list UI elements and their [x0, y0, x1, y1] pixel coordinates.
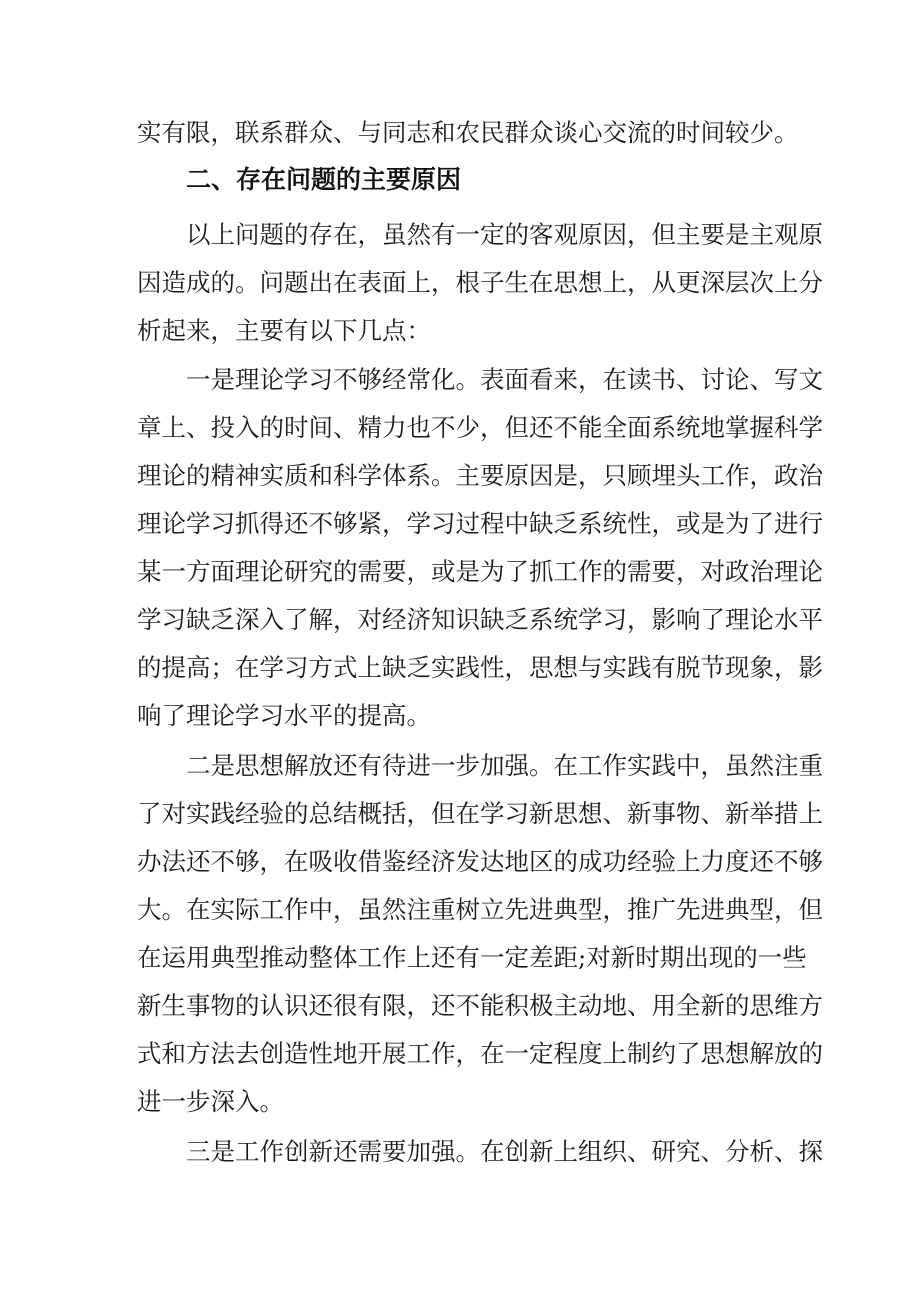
- paragraph-line: 响了理论学习水平的提高。: [137, 701, 431, 730]
- paragraph-line: 析起来，主要有以下几点：: [137, 316, 431, 345]
- paragraph-line: 理论的精神实质和科学体系。主要原因是，只顾埋头工作，政治: [137, 461, 823, 490]
- paragraph-line: 一是理论学习不够经常化。表面看来，在读书、讨论、写文: [186, 365, 823, 394]
- paragraph-line: 章上、投入的时间、精力也不少，但还不能全面系统地掌握科学: [137, 413, 823, 442]
- paragraph-line: 在运用典型推动整体工作上还有一定差距;对新时期出现的一些: [137, 943, 807, 972]
- paragraph-line: 理论学习抓得还不够紧，学习过程中缺乏系统性，或是为了进行: [137, 509, 823, 538]
- paragraph-line: 学习缺乏深入了解，对经济知识缺乏系统学习，影响了理论水平: [137, 605, 823, 634]
- paragraph-line: 式和方法去创造性地开展工作，在一定程度上制约了思想解放的: [137, 1039, 823, 1068]
- paragraph-line: 大。在实际工作中，虽然注重树立先进典型，推广先进典型，但: [137, 895, 823, 924]
- paragraph-line: 三是工作创新还需要加强。在创新上组织、研究、分析、探: [186, 1137, 823, 1166]
- paragraph-line: 某一方面理论研究的需要，或是为了抓工作的需要，对政治理论: [137, 557, 823, 586]
- paragraph-line: 办法还不够，在吸收借鉴经济发达地区的成功经验上力度还不够: [137, 847, 823, 876]
- paragraph-line: 实有限，联系群众、与同志和农民群众谈心交流的时间较少。: [137, 118, 799, 147]
- paragraph-line: 新生事物的认识还很有限，还不能积极主动地、用全新的思维方: [137, 991, 823, 1020]
- paragraph-line: 二是思想解放还有待进一步加强。在工作实践中，虽然注重: [186, 751, 823, 780]
- paragraph-line: 的提高；在学习方式上缺乏实践性，思想与实践有脱节现象，影: [137, 653, 823, 682]
- paragraph-line: 因造成的。问题出在表面上，根子生在思想上，从更深层次上分: [137, 268, 823, 297]
- paragraph-line: 以上问题的存在，虽然有一定的客观原因，但主要是主观原: [186, 220, 823, 249]
- section-heading: 二、存在问题的主要原因: [186, 165, 462, 194]
- paragraph-line: 了对实践经验的总结概括，但在学习新思想、新事物、新举措上: [137, 799, 823, 828]
- paragraph-line: 进一步深入。: [137, 1087, 284, 1116]
